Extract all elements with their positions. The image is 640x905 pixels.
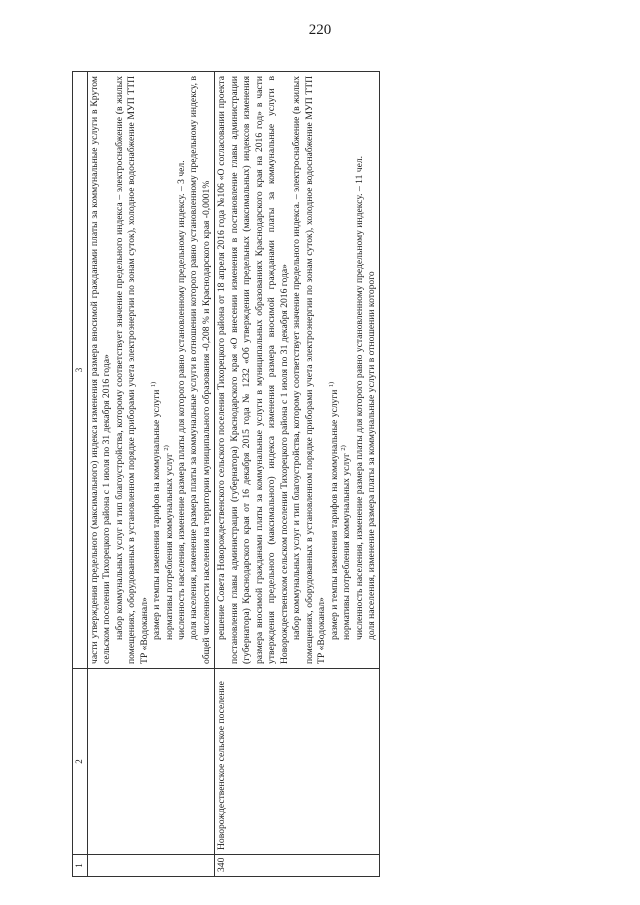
continuation-consumption-norms-text: нормативы потребления коммунальных услуг [163,453,175,640]
row-population-share: доля населения, изменение размера платы за коммунальные услуги в отношении которого [366,271,377,640]
row-consumption-norms-text: нормативы потребления коммунальных услуг [341,453,353,640]
settlement-name-cell: Новорождественское сельское поселение [215,669,380,855]
row-tariff-rate-text: размер и темпы изменения тарифов на коммунальные услуги [328,389,340,640]
tariff-table [72,71,380,877]
row-content-cell [215,72,380,669]
row-decision-text: решение Совета Новорождественского сельского поселения Тихорецкого района от 18 апреля 2016 года №106 «О согласовании проекта постановления главы администрации (губернатора) Краснодарского края «О внесении изменения в постановление главы администрации (губернатора) Краснодарского края от 16 декабря 2015 года № 1232 «Об утверждении предельных (максимальных) индексов изменения размера вносимой гражданами платы за коммунальные услуги в муниципальных образованиях Краснодарского края на 2016 год» в части утверждения предельного (максимального) индекса изменения размера вносимой гражданами платы за коммунальные услуги в Новорождественском сельском поселении Тихорецкого района с 1 июля по 31 декабря 2016 года» [216,76,290,664]
row-number-cell: 340 [215,855,380,877]
footnote-mark: 2) [339,445,347,451]
page-number: 220 [308,22,332,38]
continuation-tariff-rate [151,76,163,664]
continuation-tariff-rate-text: размер и темпы изменения тарифов на коммунальные услуги [151,389,163,640]
continuation-content-cell [87,72,215,669]
continuation-name-cell [87,669,215,855]
row-population-count: численность населения, изменение размера платы для которого равно установленному предельному индексу. – 11 чел. [353,155,365,640]
rotated-table-container [72,72,612,877]
table-header-row [73,72,88,877]
footnote-mark: 1) [327,381,335,388]
table-row-340 [215,72,380,877]
continuation-services-set: набор коммунальных услуг и тип благоустройства, которому соответствует значение предельного индекса – электроснабжение (в жилых помещениях, оборудованных в установленном порядке приборами учета электроэнергии по зонам суток), холодное водоснабжение МУП ТТП ТР «Водоканал» [113,76,150,664]
continuation-number-cell [87,855,215,877]
row-services-set: набор коммунальных услуг и тип благоустройства, которому соответствует значение предельного индекса. – электроснабжение (в жилых помещениях, оборудованных в установленном порядке приборами учета электроэнергии по зонам суток), холодное водоснабжение МУП ТТП ТР «Водоканал» [291,76,328,664]
header-cell-2: 2 [73,669,88,855]
continuation-row [87,72,215,877]
continuation-decision-text: части утверждения предельного (максимального) индекса изменения размера вносимой гражданами платы за коммунальные услуги в Крутом сельском поселении Тихорецкого района с 1 июля по 31 декабря 2016 года» [88,76,113,664]
footnote-mark: 2) [162,445,170,451]
header-cell-3: 3 [73,72,88,669]
row-tariff-rate [329,76,341,664]
continuation-consumption-norms [164,76,176,664]
header-cell-1: 1 [73,855,88,877]
row-consumption-norms [341,76,353,664]
continuation-population-count: численность населения, изменение размера платы для которого равно установленному предельному индексу. – 3 чел. [175,160,187,640]
footnote-mark: 1) [149,381,157,388]
continuation-population-share: доля населения, изменение размера платы за коммунальные услуги в отношении которого равно установленному предельному индексу, в общей численности населения на территории муниципального образования -0,208 % и Краснодарского края -0,0001% [188,76,212,664]
